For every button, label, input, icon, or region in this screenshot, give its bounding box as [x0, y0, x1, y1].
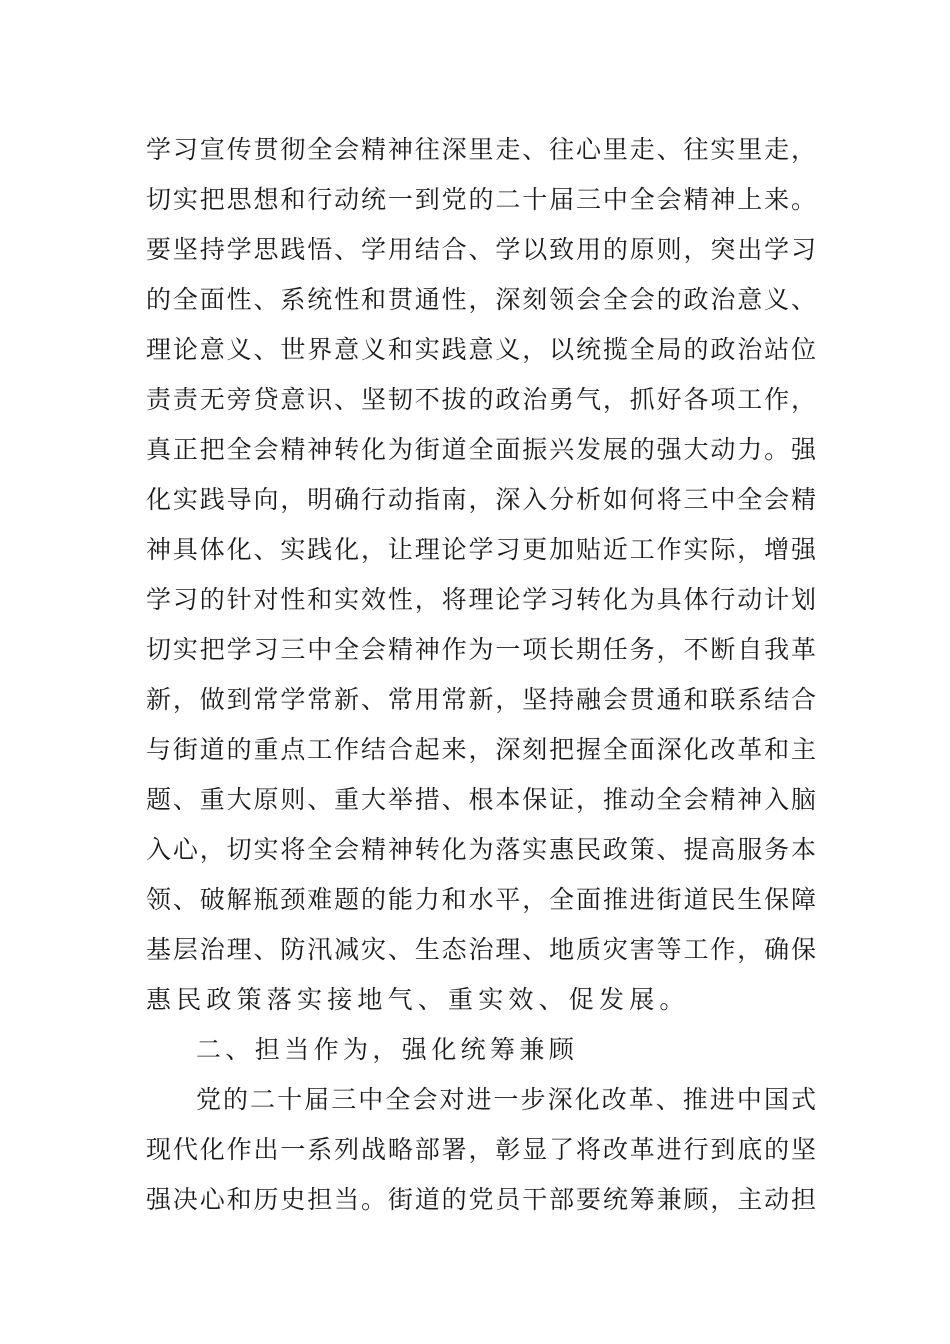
body-text-line: 神具体化、实践化，让理论学习更加贴近工作实际，增强 [146, 535, 816, 564]
body-text-line: 与街道的重点工作结合起来，深刻把握全面深化改革和主 [146, 735, 816, 764]
body-text-line: 责责无旁贷意识、坚韧不拔的政治勇气，抓好各项工作， [146, 385, 816, 414]
body-text-line: 现代化作出一系列战略部署，彰显了将改革进行到底的坚 [146, 1135, 816, 1164]
body-text-line: 学习的针对性和实效性，将理论学习转化为具体行动计划 [146, 585, 816, 614]
body-text-line: 强决心和历史担当。街道的党员干部要统筹兼顾，主动担 [146, 1185, 816, 1214]
body-text-line: 入心，切实将全会精神转化为落实惠民政策、提高服务本 [146, 835, 816, 864]
body-text-line: 党的二十届三中全会对进一步深化改革、推进中国式 [196, 1085, 816, 1114]
section-heading: 二、担当作为，强化统筹兼顾 [196, 1035, 579, 1064]
body-text-line: 的全面性、系统性和贯通性，深刻领会全会的政治意义、 [146, 285, 816, 314]
body-text-line: 真正把全会精神转化为街道全面振兴发展的强大动力。强 [146, 435, 816, 464]
body-text-line: 切实把思想和行动统一到党的二十届三中全会精神上来。 [146, 185, 816, 214]
body-text-line: 理论意义、世界意义和实践意义，以统揽全局的政治站位 [146, 335, 816, 364]
body-text-line: 新，做到常学常新、常用常新，坚持融会贯通和联系结合 [146, 685, 816, 714]
body-text-line: 切实把学习三中全会精神作为一项长期任务，不断自我革 [146, 635, 816, 664]
body-text-line: 基层治理、防汛减灾、生态治理、地质灾害等工作，确保 [146, 935, 816, 964]
body-text-line: 学习宣传贯彻全会精神往深里走、往心里走、往实里走， [146, 135, 816, 164]
body-text-line: 惠民政策落实接地气、重实效、促发展。 [146, 985, 690, 1014]
body-text-line: 要坚持学思践悟、学用结合、学以致用的原则，突出学习 [146, 235, 816, 264]
body-text-line: 化实践导向，明确行动指南，深入分析如何将三中全会精 [146, 485, 816, 514]
body-text-line: 题、重大原则、重大举措、根本保证，推动全会精神入脑 [146, 785, 816, 814]
body-text-line: 领、破解瓶颈难题的能力和水平，全面推进街道民生保障 [146, 885, 816, 914]
